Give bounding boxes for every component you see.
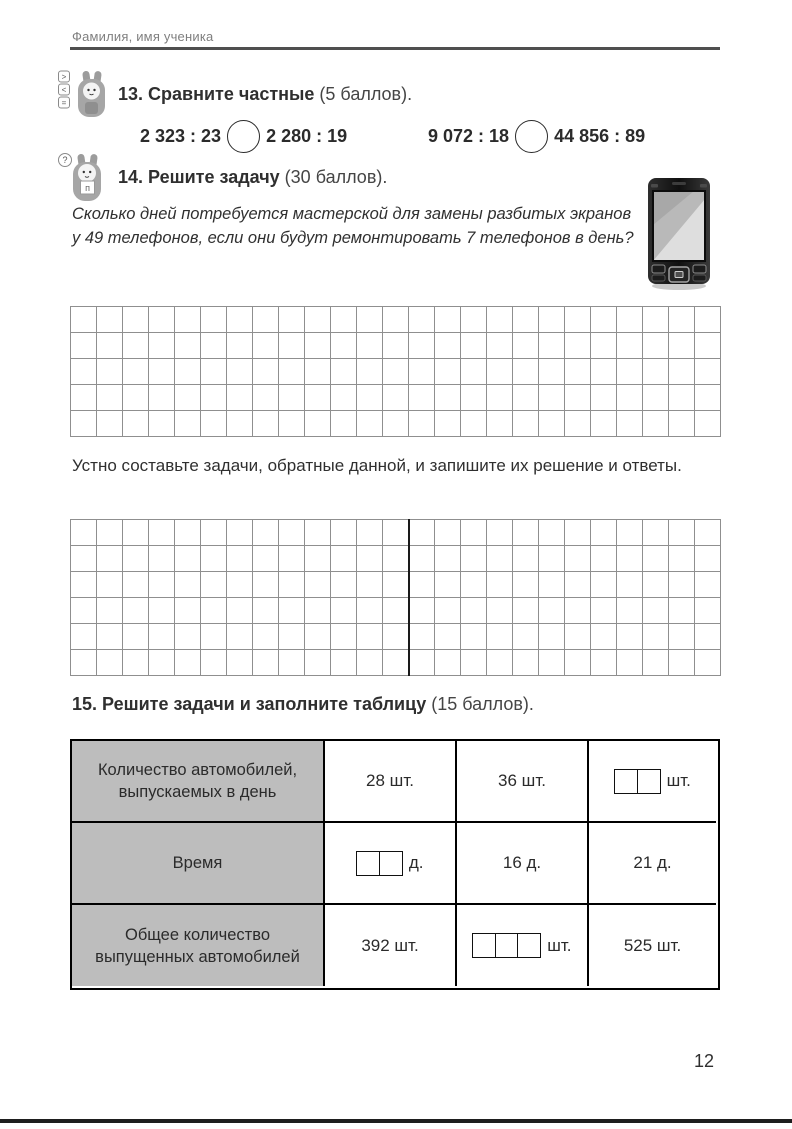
sign-letter: п	[85, 183, 90, 193]
table-row2-cell1	[325, 823, 457, 905]
table-row2-cell3: 21 д.	[589, 823, 716, 905]
comparison-2	[428, 118, 645, 154]
answer-grid-1[interactable]	[70, 306, 721, 437]
task13-title: Сравните частные	[148, 84, 315, 104]
task14-problem-text	[72, 202, 652, 250]
task15-heading	[72, 694, 534, 715]
table-row1-cell2: 36 шт.	[457, 741, 589, 823]
grid-divider-line	[408, 519, 410, 676]
unit-label: д.	[408, 853, 424, 872]
task13-number: 13.	[118, 84, 144, 104]
smartphone-image	[646, 177, 712, 296]
task15-title: Решите задачи и заполните таблицу	[102, 694, 427, 714]
bottom-rule	[0, 1119, 792, 1123]
greater-icon: >	[61, 72, 67, 82]
less-icon: <	[61, 85, 67, 95]
task14-number: 14.	[118, 167, 144, 187]
comparison-1-right: 2 280 : 19	[266, 125, 348, 146]
comparison-2-answer-circle[interactable]	[515, 120, 548, 153]
compare-mascot-icon	[58, 70, 110, 123]
table-row1-label: Количество автомобилей, выпускаемых в день	[72, 741, 325, 823]
comparison-2-right: 44 856 : 89	[554, 125, 646, 146]
comparison-1-answer-circle[interactable]	[227, 120, 260, 153]
answer-boxes[interactable]	[356, 851, 402, 876]
problem-line-2: у 49 телефонов, если они будут ремонтировать 7 телефонов в день?	[72, 229, 634, 247]
task13-heading	[118, 84, 412, 105]
page-number: 12	[694, 1051, 715, 1071]
comparison-1-left: 2 323 : 23	[140, 125, 222, 146]
answer-box[interactable]	[637, 769, 661, 794]
task14-points: (30 баллов).	[284, 167, 388, 187]
question-mark-icon: ?	[62, 155, 68, 165]
task15-table	[70, 739, 720, 990]
equals-icon: =	[61, 98, 67, 108]
table-row1-cell3	[589, 741, 716, 823]
header-rule	[70, 47, 720, 50]
task13-points: (5 баллов).	[319, 84, 413, 104]
inverse-problems-instruction: Устно составьте задачи, обратные данной, и запишите их решение и ответы.	[72, 456, 682, 475]
answer-box[interactable]	[614, 769, 638, 794]
answer-boxes[interactable]	[472, 933, 541, 958]
task14-title: Решите задачу	[148, 167, 280, 187]
student-name-label: Фамилия, имя ученика	[72, 29, 214, 44]
task14-heading	[118, 167, 387, 188]
table-row3-cell2	[457, 905, 589, 986]
unit-label: шт.	[666, 771, 691, 790]
answer-box[interactable]	[379, 851, 403, 876]
table-row3-cell1: 392 шт.	[325, 905, 457, 986]
answer-grid-2[interactable]	[70, 519, 721, 676]
table-row2-label: Время	[72, 823, 325, 905]
answer-box[interactable]	[356, 851, 380, 876]
task15-number: 15.	[72, 694, 98, 714]
problem-line-1: Сколько дней потребуется мастерской для замены разбитых экранов	[72, 205, 632, 223]
answer-boxes[interactable]	[614, 769, 660, 794]
answer-box[interactable]	[495, 933, 519, 958]
answer-box[interactable]	[472, 933, 496, 958]
table-row1-cell1: 28 шт.	[325, 741, 457, 823]
task15-points: (15 баллов).	[431, 694, 534, 714]
table-row2-cell2: 16 д.	[457, 823, 589, 905]
comparison-1	[140, 118, 347, 154]
question-mascot-icon	[58, 152, 110, 207]
table-row3-label: Общее количество выпущенных автомобилей	[72, 905, 325, 986]
unit-label: шт.	[547, 935, 572, 955]
table-row3-cell3: 525 шт.	[623, 935, 682, 955]
comparison-2-left: 9 072 : 18	[428, 125, 510, 146]
answer-box[interactable]	[517, 933, 541, 958]
